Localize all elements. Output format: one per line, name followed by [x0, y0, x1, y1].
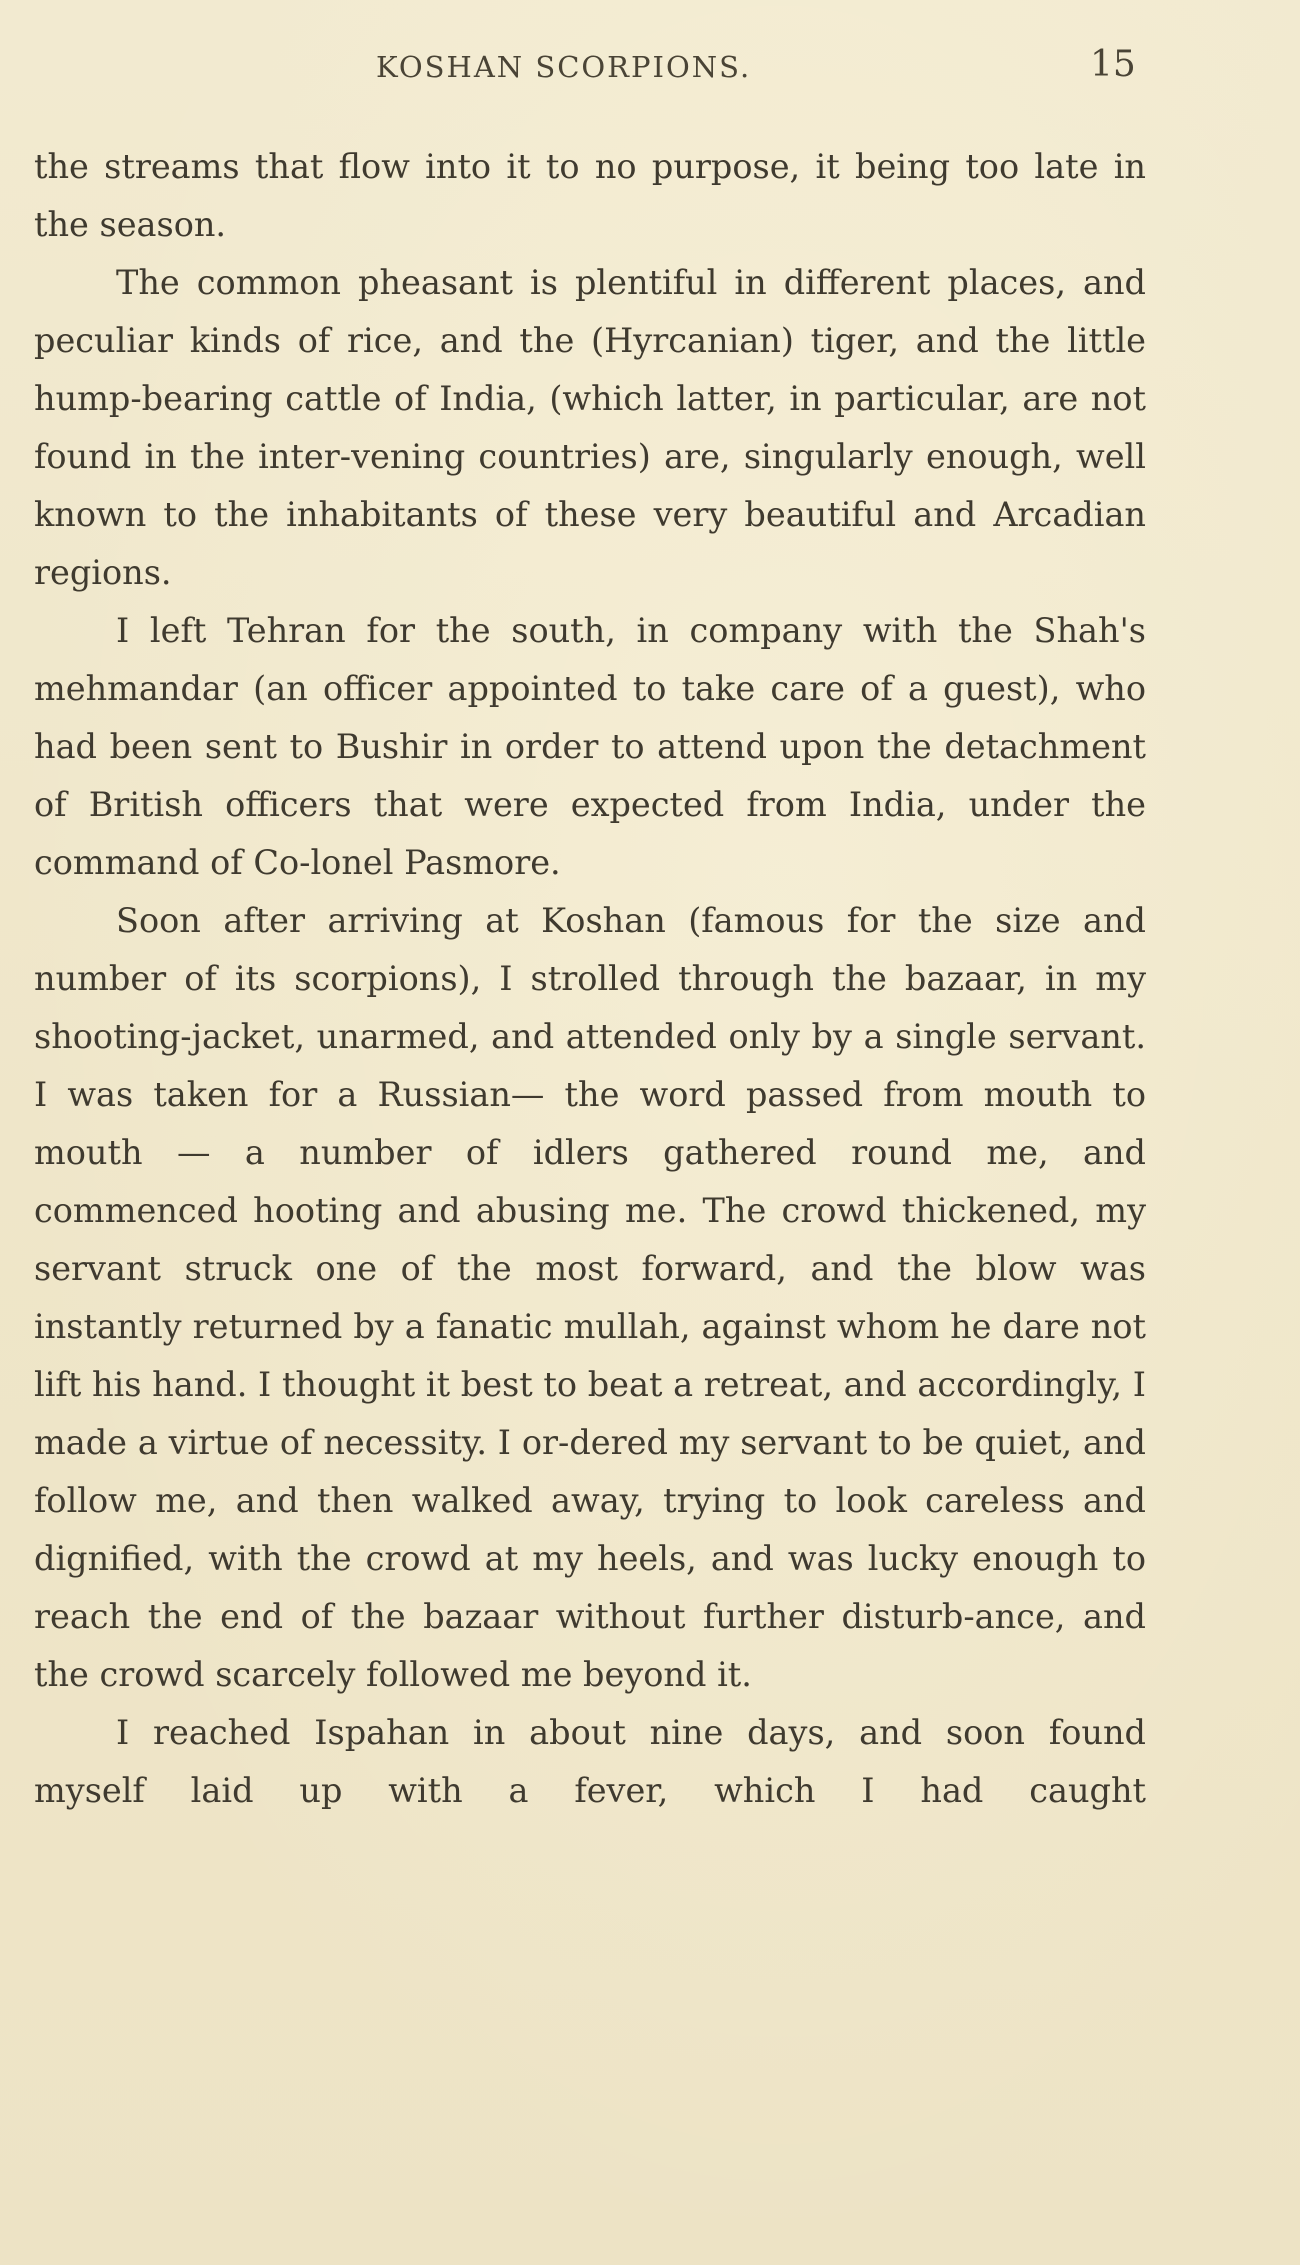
page-header [0, 42, 1300, 94]
paragraph-pheasant: The common pheasant is plentiful in different places, and peculiar kinds of rice, and the (Hyrcanian) tiger, and the little hump-bearing cattle of India, (which latter, in particular, are not found in the inter-vening countries) are, singularly enough, well known to the inhabitants of these very beautiful and Arcadian regions. [34, 263, 1146, 592]
paragraph-continuation: the streams that flow into it to no purpose, it being too late in the season. [34, 147, 1146, 244]
paragraph-ispahan: I reached Ispahan in about nine days, and soon found myself laid up with a fever, which I had caught [34, 1713, 1146, 1810]
body-text [34, 138, 1146, 1820]
paragraph-tehran: I left Tehran for the south, in company with the Shah's mehmandar (an officer appointed to take care of a guest), who had been sent to Bushir in order to attend upon the detachment of British officers that were expected from India, under the command of Co-lonel Pasmore. [34, 611, 1146, 882]
paragraph-koshan: Soon after arriving at Koshan (famous for the size and number of its scorpions), I strolled through the bazaar, in my shooting-jacket, unarmed, and attended only by a single servant. I was taken for a Russian— the word passed from mouth to mouth — a number of idlers gathered round me, and commenced hooting and abusing me. The crowd thickened, my servant struck one of the most forward, and the blow was instantly returned by a fanatic mullah, against whom he dare not lift his hand. I thought it best to beat a retreat, and accordingly, I made a virtue of necessity. I or-dered my servant to be quiet, and follow me, and then walked away, trying to look careless and dignified, with the crowd at my heels, and was lucky enough to reach the end of the bazaar without further disturb-ance, and the crowd scarcely followed me beyond it. [34, 901, 1146, 1694]
running-head: KOSHAN SCORPIONS. [376, 50, 752, 84]
page-number: 15 [1090, 44, 1136, 85]
